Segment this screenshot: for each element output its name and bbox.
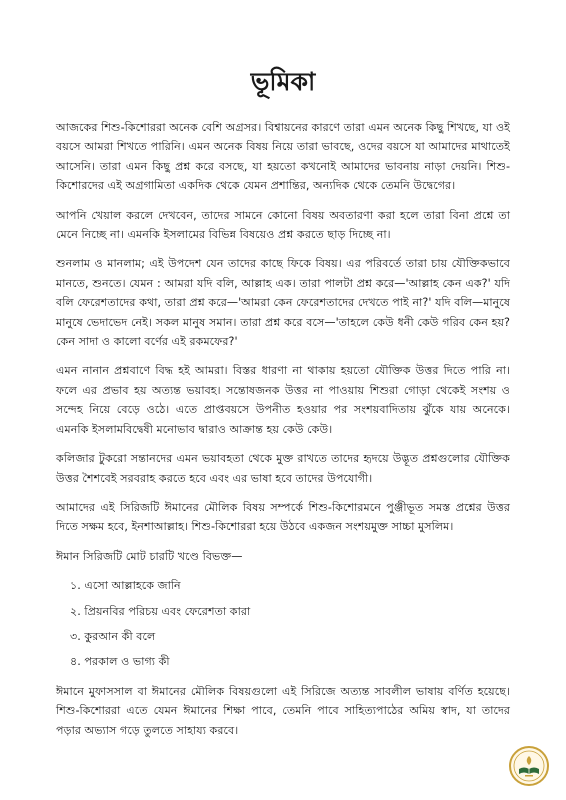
- series-intro: ঈমান সিরিজটি মোট চারটি খণ্ডে বিভক্ত—: [56, 549, 243, 563]
- document-body: [56, 118, 510, 750]
- parts-list: [56, 576, 510, 672]
- paragraph: কলিজার টুকরো সন্তানদের এমন ভয়াবহতা থেকে মুক্ত রাখতে তাদের হৃদয়ে উদ্ভূত প্রশ্নগুলোর যৌক্তিক উত্তর শৈশবেই সরবরাহ করতে হবে এবং এর ভাষা হবে তাদের উপযোগী।: [56, 452, 510, 485]
- paragraph: আপনি খেয়াল করলে দেখবেন, তাদের সামনে কোনো বিষয় অবতারণা করা হলে তারা বিনা প্রশ্নে তা মেনে নিচ্ছে না। এমনকি ইসলামের বিভিন্ন বিষয়েও প্রশ্ন করতে ছাড় দিচ্ছে না।: [56, 208, 510, 242]
- paragraph: আজকের শিশু-কিশোররা অনেক বেশি অগ্রসর। বিশ্বায়নের কারণে তারা এমন অনেক কিছু শিখছে, যা ওই বয়সে আমরা শিখতে পারিনি। এমন অনেক বিষয় নিয়ে তারা ভাবছে, ওদের বয়সে যা আমাদের মাথাতেই আসেনি। তারা এমন কিছু প্রশ্ন করে বসছে, যা হয়তো কখনোই আমাদের ভাবনায় নাড়া দেয়নি। শিশু-কিশোরদের এই অগ্রগামিতা একদিক থেকে যেমন প্রশান্তির, অন্যদিক থেকে তেমনি উদ্বেগের।: [56, 121, 510, 193]
- paragraph: শুনলাম ও মানলাম; এই উপদেশ যেন তাদের কাছে ফিকে বিষয়। এর পরিবর্তে তারা চায় যৌক্তিকভাবে মানতে, শুনতে। যেমন : আমরা যদি বলি, আল্লাহ এক। তারা পালটা প্রশ্ন করে—'আল্লাহ কেন এক?' যদি বলি ফেরেশতাদের কথা, তারা প্রশ্ন করে—'আমরা কেন ফেরেশতাদের দেখতে পাই না?' যদি বলি—মানুষে মানুষে ভেদাভেদ নেই। সকল মানুষ সমান। তারা প্রশ্ন করে বসে—'তাহলে কেউ ধনী কেউ গরিব কেন হয়? কেন সাদা ও কালো বর্ণের এই রকমফের?': [56, 257, 510, 349]
- paragraph: আমাদের এই সিরিজটি ঈমানের মৌলিক বিষয় সম্পর্কে শিশু-কিশোরমনে পুঞ্জীভূত সমস্ত প্রশ্নের উত্তর দিতে সক্ষম হবে, ইনশাআল্লাহ। শিশু-কিশোররা হয়ে উঠবে একজন সংশয়মুক্ত সাচ্চা মুসলিম।: [56, 500, 510, 534]
- closing-paragraph: ঈমানে মুফাসসাল বা ঈমানের মৌলিক বিষয়গুলো এই সিরিজে অত্যন্ত সাবলীল ভাষায় বর্ণিত হয়েছে। শিশু-কিশোররা এতে যেমন ঈমানের শিক্ষা পাবে, তেমনি পাবে সাহিত্যপাঠের অমিয় স্বাদ, যা তাদের পড়ার অভ্যাস গড়ে তুলতে সাহায্য করবে।: [56, 684, 510, 737]
- list-item: ৪. পরকাল ও ভাগ্য কী: [70, 655, 170, 669]
- list-item: ১. এসো আল্লাহকে জানি: [70, 579, 181, 593]
- list-item: ৩. কুরআন কী বলে: [70, 629, 156, 643]
- page-title: ভূমিকা: [250, 67, 316, 96]
- list-item: ২. প্রিয়নবির পরিচয় এবং ফেরেশতা কারা: [70, 604, 251, 618]
- paragraph: এমন নানান প্রশ্নবাণে বিদ্ধ হই আমরা। বিস্তর ধারণা না থাকায় হয়তো যৌক্তিক উত্তর দিতে পারি না। ফলে এর প্রভাব হয় অত্যন্ত ভয়াবহ। সন্তোষজনক উত্তর না পাওয়ায় শিশুরা গোড়া থেকেই সংশয় ও সন্দেহ নিয়ে বেড়ে ওঠে। এতে প্রাপ্তবয়সে উপনীত হওয়ার পর সংশয়বাদিতায় ঝুঁকে যায় অনেকে। এমনকি ইসলামবিদ্বেষী মনোভাব দ্বারাও আক্রান্ত হয় কেউ কেউ।: [56, 364, 510, 436]
- book-emblem-icon: [508, 745, 550, 787]
